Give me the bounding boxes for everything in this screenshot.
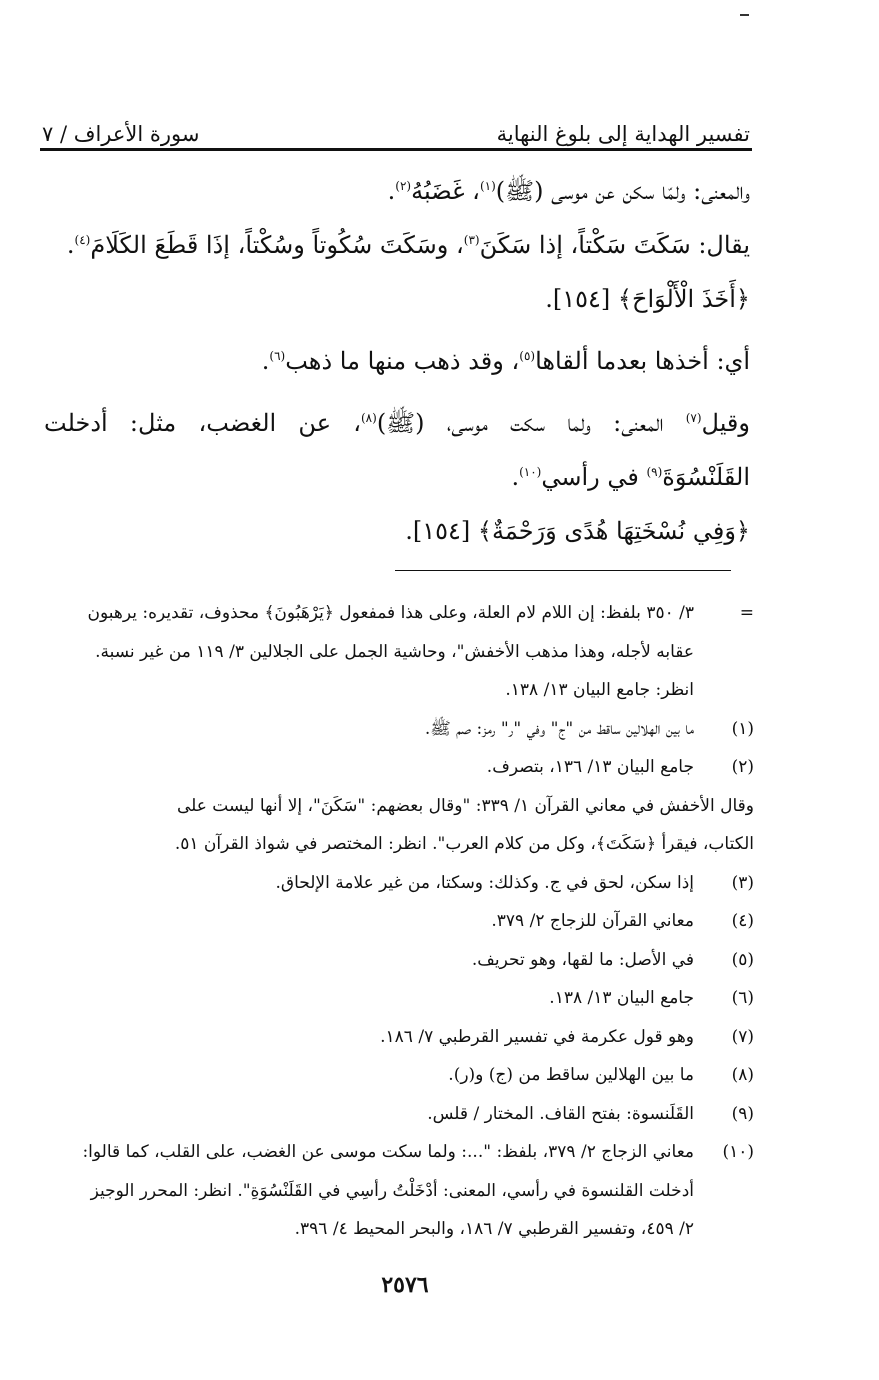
footnote-continued [44, 594, 754, 710]
footnote-line: القَلَنسوة: بفتح القاف. المختار / قلس. [427, 1103, 694, 1124]
footnote-line: إذا سكن، لحق في ج. وكذلك: وسكتا، من غير علامة الإلحاق. [275, 872, 694, 893]
footnote-text [44, 1018, 694, 1057]
page-number: ٢٥٧٦ [381, 1272, 429, 1298]
footnote-ref[interactable]: (٦) [269, 349, 286, 363]
scan-mark [740, 14, 749, 16]
footnote-line: وهو قول عكرمة في تفسير القرطبي ٧/ ١٨٦. [380, 1026, 694, 1047]
footnote-ref[interactable]: (٩) [646, 465, 663, 479]
footnote-text [44, 979, 694, 1018]
footnote-number: (٦) [731, 988, 754, 1008]
paragraph-2 [44, 218, 750, 272]
footnote-line: عقابه لأجله، وهذا مذهب الأخفش"، وحاشية الجمل على الجلالين ٣/ ١١٩ من غير نسبة. [95, 641, 694, 662]
footnote-text [44, 864, 694, 903]
footnote-text [44, 1095, 694, 1134]
running-header [42, 108, 750, 146]
header-book-title: تفسير الهداية إلى بلوغ النهاية [496, 122, 750, 146]
footnote-text [44, 1056, 694, 1095]
text-segment: المعنى: ولما سكت موسى، (ﷺ) [376, 409, 686, 437]
footnote-4 [44, 902, 754, 941]
footnote-ref[interactable]: (١٠) [519, 465, 542, 479]
footnote-line: في الأصل: ما لقها، وهو تحريف. [471, 949, 694, 970]
text-segment: . [387, 177, 396, 205]
verse-text: ﴿وَفِي نُسْخَتِهَا هُدًى وَرَحْمَةٌ﴾ [١٥٤]. [405, 517, 750, 545]
text-segment: والمعنى: ولمّا سكن عن موسى (ﷺ) [495, 177, 750, 205]
footnote-2 [44, 748, 754, 787]
footnote-ref[interactable]: (٧) [685, 411, 702, 425]
footnote-ref[interactable]: (٣) [463, 233, 480, 247]
footnote-ref[interactable]: (٢) [395, 179, 412, 193]
footnote-3 [44, 864, 754, 903]
footnote-1 [44, 710, 754, 749]
footnotes [44, 594, 754, 1249]
footnote-ref[interactable]: (٨) [360, 411, 377, 425]
footnote-line: انظر: جامع البيان ١٣/ ١٣٨. [505, 680, 694, 700]
footnote-7 [44, 1018, 754, 1057]
footnote-5 [44, 941, 754, 980]
text-segment: ، وسَكَتَ سُكُوتاً وسُكْتاً، إذَا قَطَعَ الكَلَامَ [90, 231, 464, 259]
footnote-text [44, 1133, 694, 1249]
footnote-number: (١٠) [722, 1142, 754, 1162]
footnote-text [44, 902, 694, 941]
footnote-number: (١) [731, 718, 754, 739]
text-segment: . [511, 463, 520, 491]
footnote-ref[interactable]: (٥) [519, 349, 536, 363]
footnote-10 [44, 1133, 754, 1249]
text-segment: القَلَنْسُوَةَ [662, 463, 750, 491]
footnote-number: (٥) [731, 949, 754, 970]
footnote-number: (٧) [731, 1026, 754, 1047]
header-rule [40, 148, 752, 151]
footnote-line: معاني الزجاج ٢/ ٣٧٩، بلفظ: "...: ولما سكت موسى عن الغضب، على القلب، كما قالوا: [82, 1142, 694, 1162]
quran-verse-2 [44, 504, 750, 558]
text-segment: أي: أخذها بعدما ألقاها [535, 347, 750, 375]
footnote-8 [44, 1056, 754, 1095]
quran-verse-1 [44, 272, 750, 326]
text-segment: يقال: سَكَتَ سَكْتاً، إذا سَكَنَ [479, 231, 750, 259]
footnote-line: ما بين الهلالين ساقط من "ج" وفي "ر" رمز: صم ﷺ. [424, 718, 694, 739]
text-segment: ، غَضَبُهُ [411, 177, 480, 205]
footnote-line: أدخلت القلنسوة في رأسي، المعنى: أدْخَلْتُ رأسِي في القَلَنْسُوَةِ". انظر: المحرر الوجيز [90, 1180, 694, 1201]
main-text [44, 164, 750, 558]
text-segment: . [66, 231, 75, 259]
text-segment: في رأسي [541, 463, 647, 491]
footnote-line: جامع البيان ١٣/ ١٣٦، بتصرف. [486, 757, 694, 777]
text-segment: وقيل [701, 409, 750, 437]
footnote-line: معاني القرآن للزجاج ٢/ ٣٧٩. [491, 911, 694, 931]
footnote-number: (٩) [731, 1103, 754, 1124]
footnote-ref[interactable]: (١) [479, 179, 496, 193]
footnote-line: جامع البيان ١٣/ ١٣٨. [549, 988, 694, 1008]
footnote-text [44, 941, 694, 980]
footnote-2-continuation [44, 787, 754, 864]
paragraph-4-line-2 [44, 450, 750, 504]
continuation-marker: = [739, 603, 754, 623]
paragraph-1 [44, 164, 750, 218]
footnote-number: (٨) [731, 1065, 754, 1085]
footnote-line: الكتاب، فيقرأ ﴿سَكَتَ﴾، وكل من كلام العرب". انظر: المختصر في شواذ القرآن ٥١. [174, 834, 754, 854]
footnote-line: ما بين الهلالين ساقط من (ج) و(ر). [448, 1065, 694, 1085]
text-segment: ، وقد ذهب منها ما ذهب [285, 347, 520, 375]
footnote-line: وقال الأخفش في معاني القرآن ١/ ٣٣٩: "وقال بعضهم: "سَكَنَ"، إلا أنها ليست على [176, 795, 754, 816]
paragraph-3 [44, 334, 750, 388]
text-segment: ، عن الغضب، مثل: أدخلت [44, 409, 361, 437]
footnote-ref[interactable]: (٤) [74, 233, 91, 247]
footnote-text [44, 748, 694, 787]
paragraph-4-line-1 [44, 396, 750, 450]
footnote-separator [395, 570, 731, 571]
footnote-number: (٣) [731, 872, 754, 893]
footnote-number: (٢) [731, 757, 754, 777]
footnote-text [44, 787, 754, 864]
footnote-9 [44, 1095, 754, 1134]
footnote-line: ٢/ ٤٥٩، وتفسير القرطبي ٧/ ١٨٦، والبحر المحيط ٤/ ٣٩٦. [294, 1219, 694, 1239]
footnote-line: ٣/ ٣٥٠ بلفظ: إن اللام لام العلة، وعلى هذا فمفعول ﴿يَرْهَبُونَ﴾ محذوف، تقديره: يرهبون [87, 603, 694, 623]
footnote-text [44, 594, 694, 710]
text-segment: . [261, 347, 270, 375]
header-surah: سورة الأعراف / ٧ [42, 122, 200, 146]
verse-text: ﴿أَخَذَ الْأَلْوَاحَ﴾ [١٥٤]. [545, 285, 750, 313]
footnote-text [44, 710, 694, 749]
footnote-number: (٤) [731, 911, 754, 931]
footnote-6 [44, 979, 754, 1018]
